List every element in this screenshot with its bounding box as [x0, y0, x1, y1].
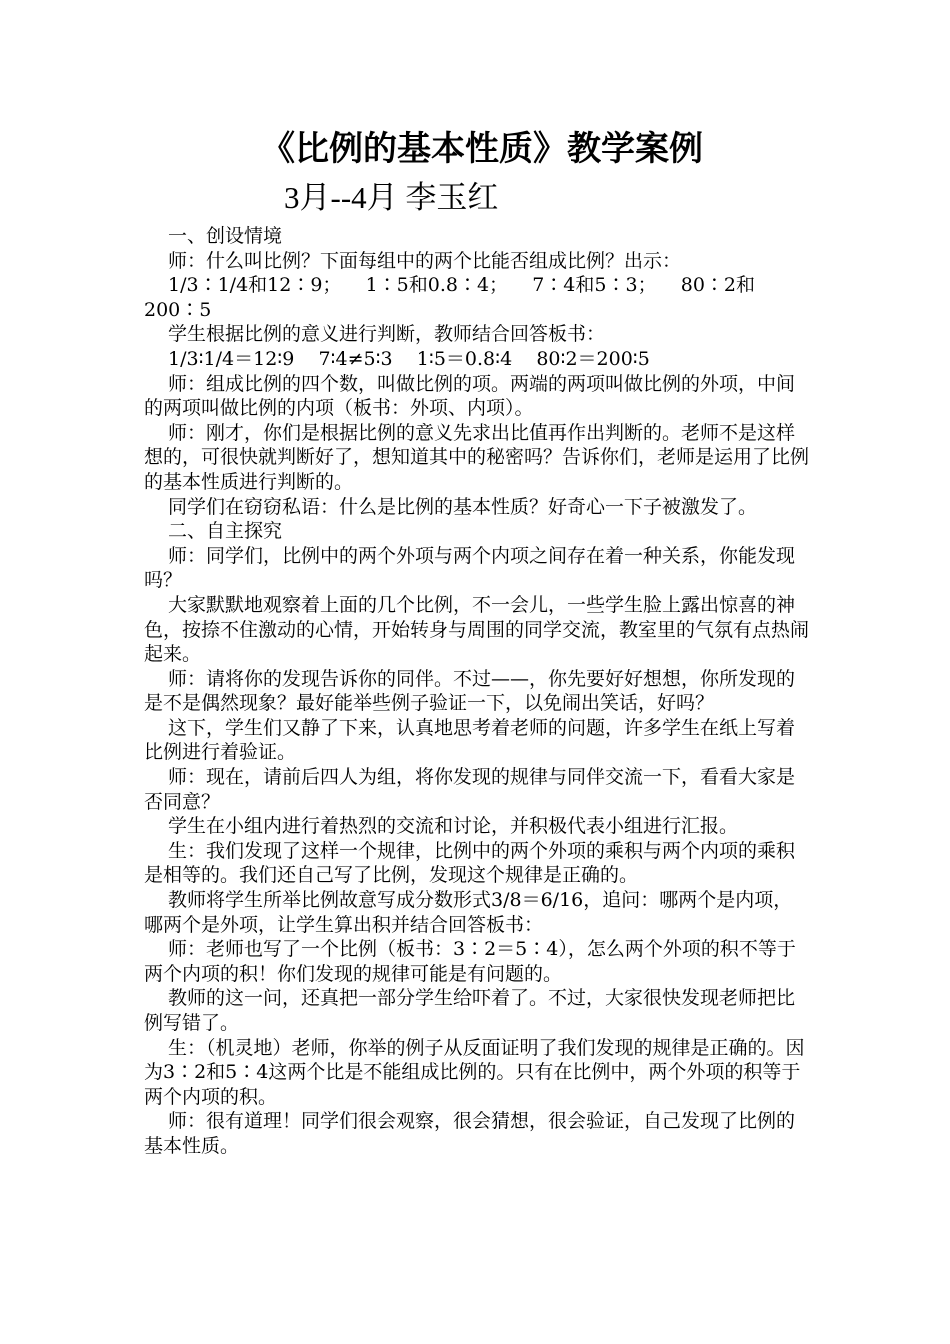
ratio-examples: 1/3∶1/4和12∶9； 1∶5和0.8∶4； 7∶4和5∶3； 80∶2和200∶5 — [144, 274, 755, 321]
paragraph: 师：组成比例的四个数，叫做比例的项。两端的两项叫做比例的外项，中间的两项叫做比例的内项（板书：外项、内项）。 — [144, 372, 796, 420]
paragraph: 学生根据比例的意义进行判断，教师结合回答板书： — [168, 323, 606, 346]
paragraph: 生：（机灵地）老师，你举的例子从反面证明了我们发现的规律是正确的。因为3∶2和5∶4这两个比是不能组成比例的。只有在比例中，两个外项的积等于两个内项的积。 — [144, 1036, 805, 1108]
paragraph: 教师将学生所举比例故意写成分数形式3/8＝6/16，追问：哪两个是内项，哪两个是外项，让学生算出积并结合回答板书： — [144, 889, 793, 936]
paragraph: 教师的这一问，还真把一部分学生给吓着了。不过，大家很快发现老师把比例写错了。 — [144, 987, 796, 1034]
section-heading: 二、自主探究 — [168, 520, 283, 543]
document-body — [144, 224, 810, 1159]
document-subtitle: 3月--4月 李玉红 — [284, 180, 499, 215]
paragraph: 师：老师也写了一个比例（板书：3∶2＝5∶4），怎么两个外项的积不等于两个内项的积！你们发现的规律可能是有问题的。 — [144, 938, 796, 985]
paragraph: 师：请将你的发现告诉你的同伴。不过——，你先要好好想想，你所发现的是不是偶然现象？最好能举些例子验证一下，以免闹出笑话，好吗？ — [144, 667, 796, 715]
paragraph: 学生在小组内进行着热烈的交流和讨论，并积极代表小组进行汇报。 — [168, 815, 739, 838]
document-title: 《比例的基本性质》教学案例 — [261, 129, 703, 169]
paragraph: 生：我们发现了这样一个规律，比例中的两个外项的乘积与两个内项的乘积是相等的。我们还自己写了比例，发现这个规律是正确的。 — [144, 839, 796, 887]
paragraph: 师：很有道理！同学们很会观察，很会猜想，很会验证，自己发现了比例的基本性质。 — [144, 1110, 796, 1157]
paragraph: 大家默默地观察着上面的几个比例，不一会儿，一些学生脸上露出惊喜的神色，按捺不住激动的心情，开始转身与周围的同学交流，教室里的气氛有点热闹起来。 — [144, 593, 810, 666]
section-heading: 一、创设情境 — [168, 225, 283, 247]
ratio-board-notes: 1/3∶1/4＝12∶9 7∶4≠5∶3 1∶5＝0.8∶4 80∶2＝200∶5 — [168, 347, 650, 370]
paragraph: 师：现在，请前后四人为组，将你发现的规律与同伴交流一下，看看大家是否同意？ — [144, 766, 796, 813]
paragraph: 师：同学们，比例中的两个外项与两个内项之间存在着一种关系，你能发现吗？ — [144, 544, 796, 592]
paragraph: 师：什么叫比例？下面每组中的两个比能否组成比例？出示： — [168, 249, 682, 272]
paragraph: 同学们在窃窃私语：什么是比例的基本性质？好奇心一下子被激发了。 — [168, 495, 758, 518]
paragraph: 这下，学生们又静了下来，认真地思考着老师的问题，许多学生在纸上写着比例进行着验证。 — [144, 716, 796, 764]
paragraph: 师：刚才，你们是根据比例的意义先求出比值再作出判断的。老师不是这样想的，可很快就判断好了，想知道其中的秘密吗？告诉你们，老师是运用了比例的基本性质进行判断的。 — [144, 421, 810, 493]
